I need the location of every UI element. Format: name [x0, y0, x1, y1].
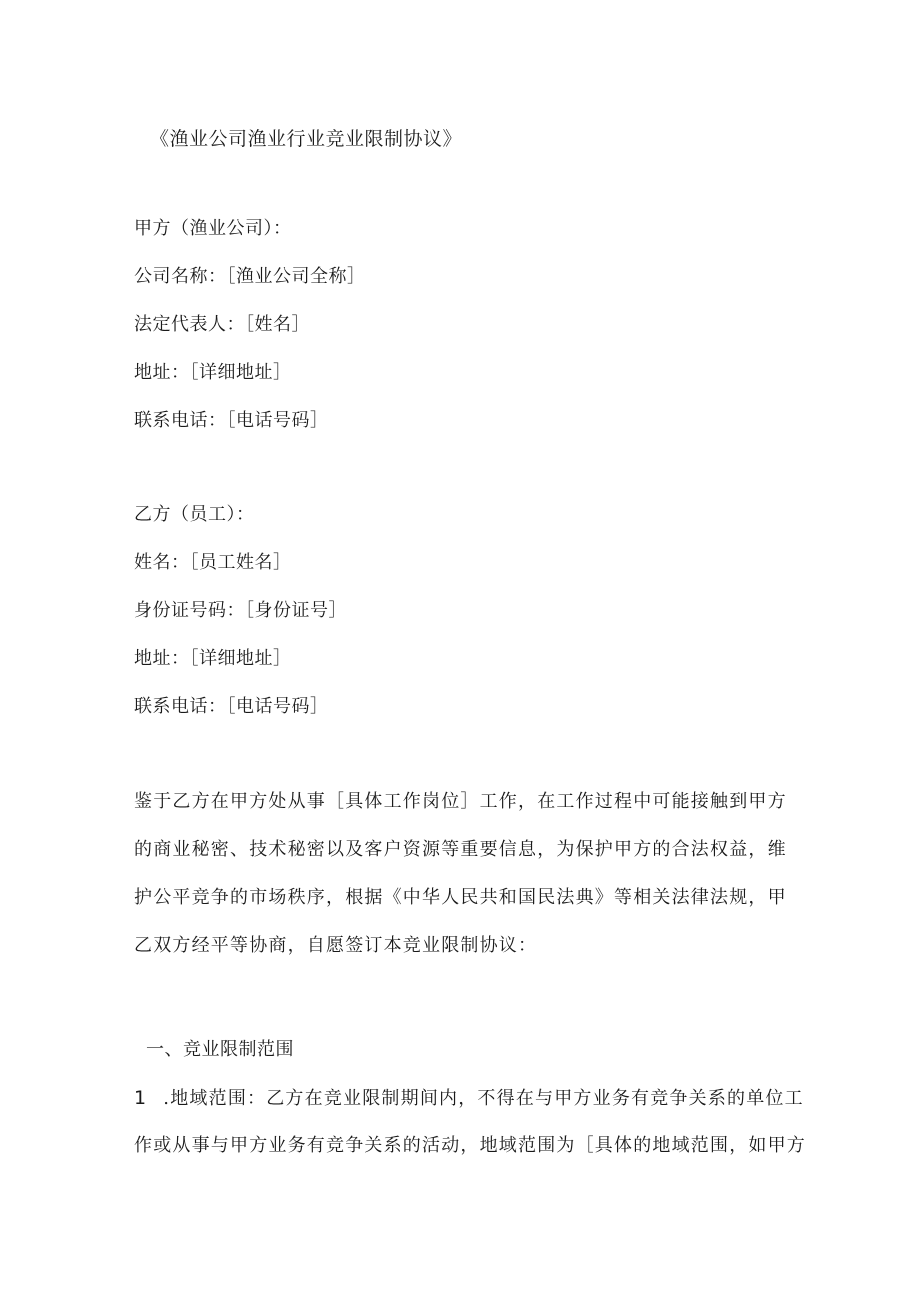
document-title: 《渔业公司渔业行业竞业限制协议》: [150, 128, 463, 150]
party-b-phone: 联系电话：［电话号码］: [134, 696, 329, 717]
party-b-address: 地址：［详细地址］: [134, 648, 292, 669]
party-b-name: 姓名：［员工姓名］: [134, 552, 292, 573]
preamble-line: 乙双方经平等协商，自愿签订本竞业限制协议：: [134, 935, 538, 956]
party-b-id-number: 身份证号码：［身份证号］: [134, 600, 347, 621]
section-1-heading: 一、竞业限制范围: [146, 1039, 294, 1060]
party-a-heading: 甲方（渔业公司）：: [134, 218, 292, 239]
section-1-item-1-line: [134, 1085, 804, 1112]
item-number: 1: [134, 1087, 148, 1109]
party-a-phone: 联系电话：［电话号码］: [134, 410, 329, 431]
party-a-company-name: 公司名称：［渔业公司全称］: [134, 266, 366, 287]
preamble-line: 的商业秘密、技术秘密以及客户资源等重要信息，为保护甲方的合法权益，维: [134, 839, 787, 860]
section-1-item-1-line: 作或从事与甲方业务有竞争关系的活动，地域范围为［具体的地域范围，如甲方: [134, 1135, 806, 1156]
party-a-address: 地址：［详细地址］: [134, 362, 292, 383]
party-b-heading: 乙方（员工）：: [134, 504, 255, 525]
preamble-line: 护公平竞争的市场秩序，根据《中华人民共和国民法典》等相关法律法规，甲: [134, 887, 787, 908]
item-text: .地域范围：乙方在竞业限制期间内，不得在与甲方业务有竞争关系的单位工: [163, 1088, 804, 1109]
party-a-legal-rep: 法定代表人：［姓名］: [134, 314, 310, 335]
preamble-line: 鉴于乙方在甲方处从事［具体工作岗位］工作，在工作过程中可能接触到甲方: [134, 791, 787, 812]
